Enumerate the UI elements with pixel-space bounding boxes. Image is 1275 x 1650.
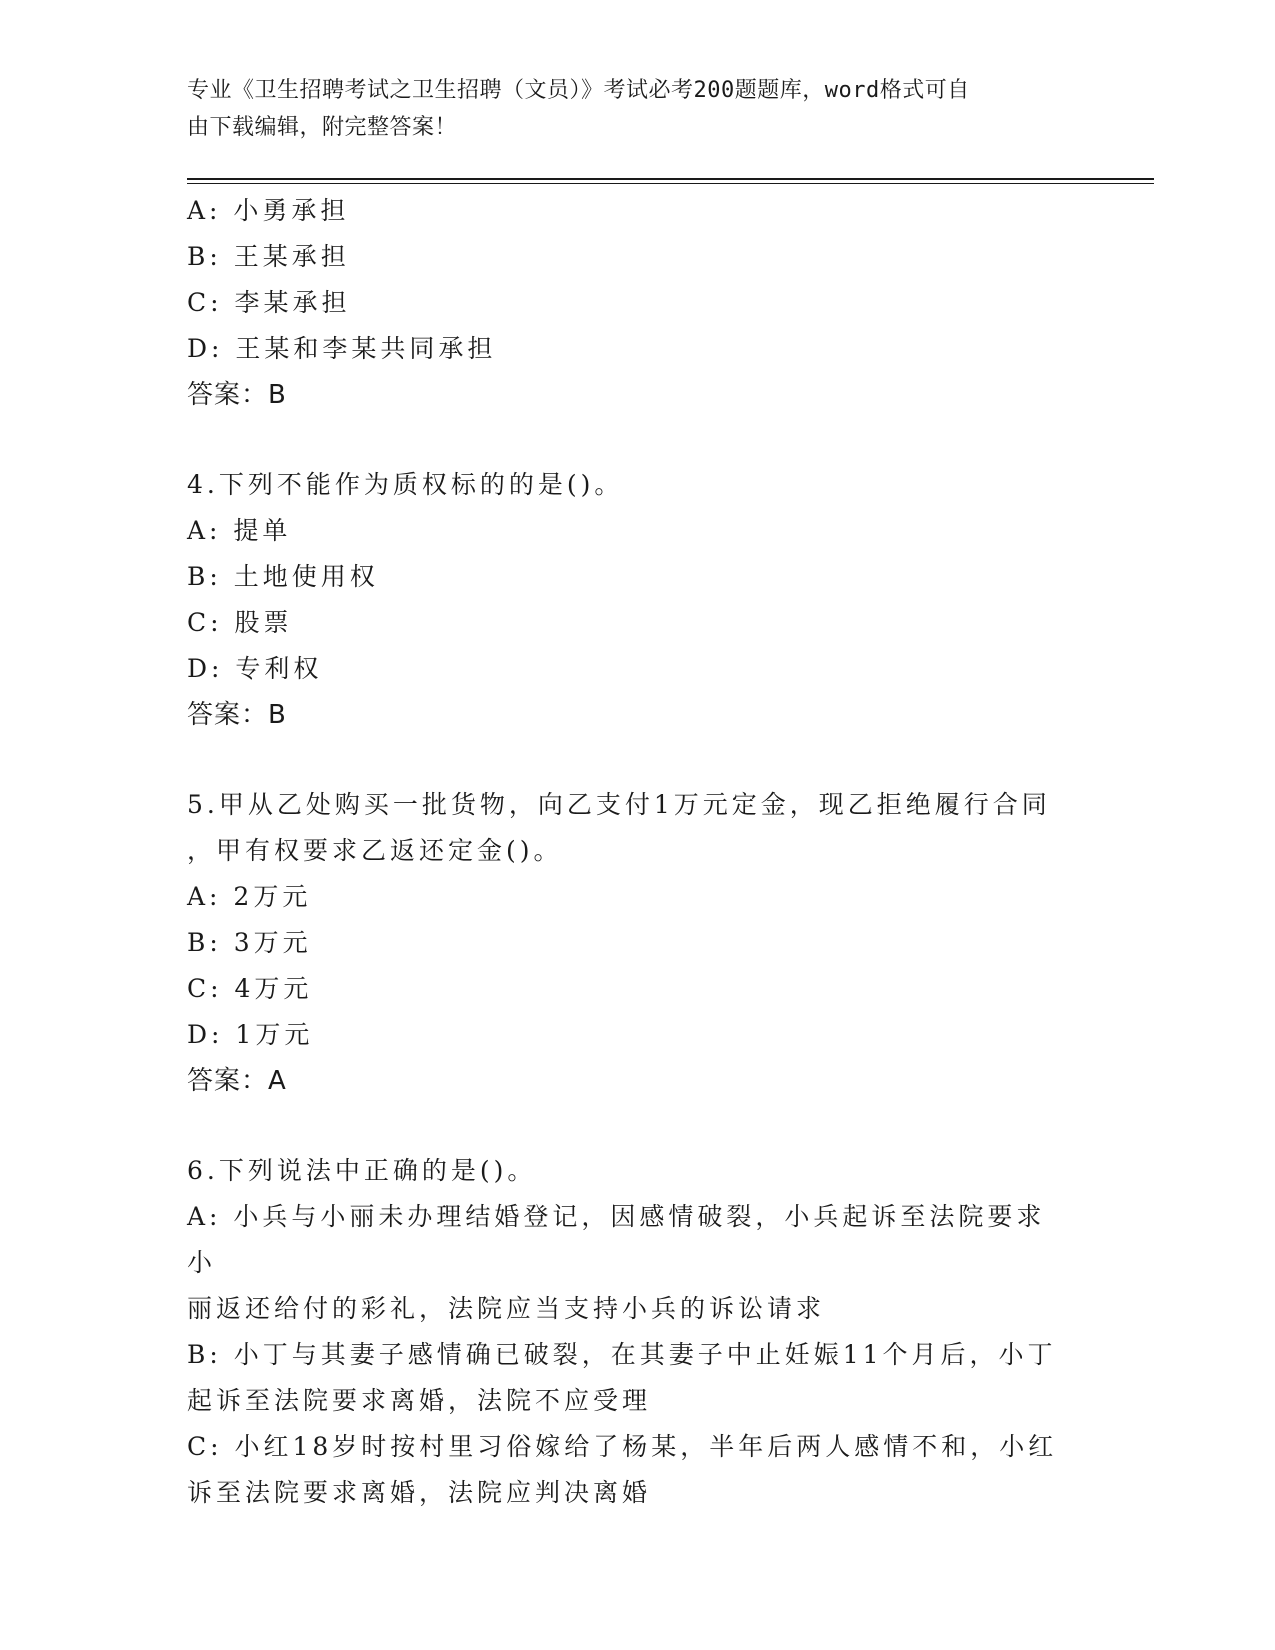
option-c-line-2: 诉至法院要求离婚，法院应判决离婚 [187,1478,652,1507]
header-line-1: 专业《卫生招聘考试之卫生招聘（文员）》考试必考200题题库，word格式可自 [187,78,970,103]
header-divider-thick [187,178,1154,180]
question-stem: 4.下列不能作为质权标的的是()。 [187,470,624,499]
question-6 [187,1148,1067,1516]
question-stem: 6.下列说法中正确的是()。 [187,1156,537,1185]
question-stem-line-1: 5.甲从乙处购买一批货物，向乙支付1万元定金，现乙拒绝履行合同 [187,790,1051,819]
spacer [187,418,1067,462]
option-c: C: 4万元 [187,974,313,1003]
option-a: A: 2万元 [187,882,312,911]
option-a-line-1: A: 小兵与小丽未办理结婚登记，因感情破裂，小兵起诉至法院要求小 [187,1202,1046,1277]
header-line-2: 由下载编辑，附完整答案！ [187,115,458,140]
option-d: D: 1万元 [187,1020,314,1049]
option-b: B: 3万元 [187,928,312,957]
question-stem-line-2: ，甲有权要求乙返还定金()。 [187,836,563,865]
option-c: C: 李某承担 [187,288,351,317]
question-4 [187,462,1067,738]
header-divider-thin [187,183,1154,184]
option-b-line-1: B: 小丁与其妻子感情确已破裂，在其妻子中止妊娠11个月后，小丁 [187,1340,1057,1369]
answer: 答案：B [187,700,287,730]
page-header [187,72,1067,146]
question-5 [187,782,1067,1104]
option-b: B: 王某承担 [187,242,350,271]
option-a: A: 小勇承担 [187,196,350,225]
spacer [187,738,1067,782]
option-a-line-2: 丽返还给付的彩礼，法院应当支持小兵的诉讼请求 [187,1294,826,1323]
spacer [187,1104,1067,1148]
answer: 答案：B [187,380,287,410]
question-content [187,188,1067,1516]
option-c: C: 股票 [187,608,293,637]
answer: 答案：A [187,1066,287,1096]
option-a: A: 提单 [187,516,292,545]
option-b: B: 土地使用权 [187,562,379,591]
question-3 [187,188,1067,418]
option-d: D: 王某和李某共同承担 [187,334,497,363]
option-c-line-1: C: 小红18岁时按村里习俗嫁给了杨某，半年后两人感情不和，小红 [187,1432,1058,1461]
option-d: D: 专利权 [187,654,323,683]
option-b-line-2: 起诉至法院要求离婚，法院不应受理 [187,1386,652,1415]
